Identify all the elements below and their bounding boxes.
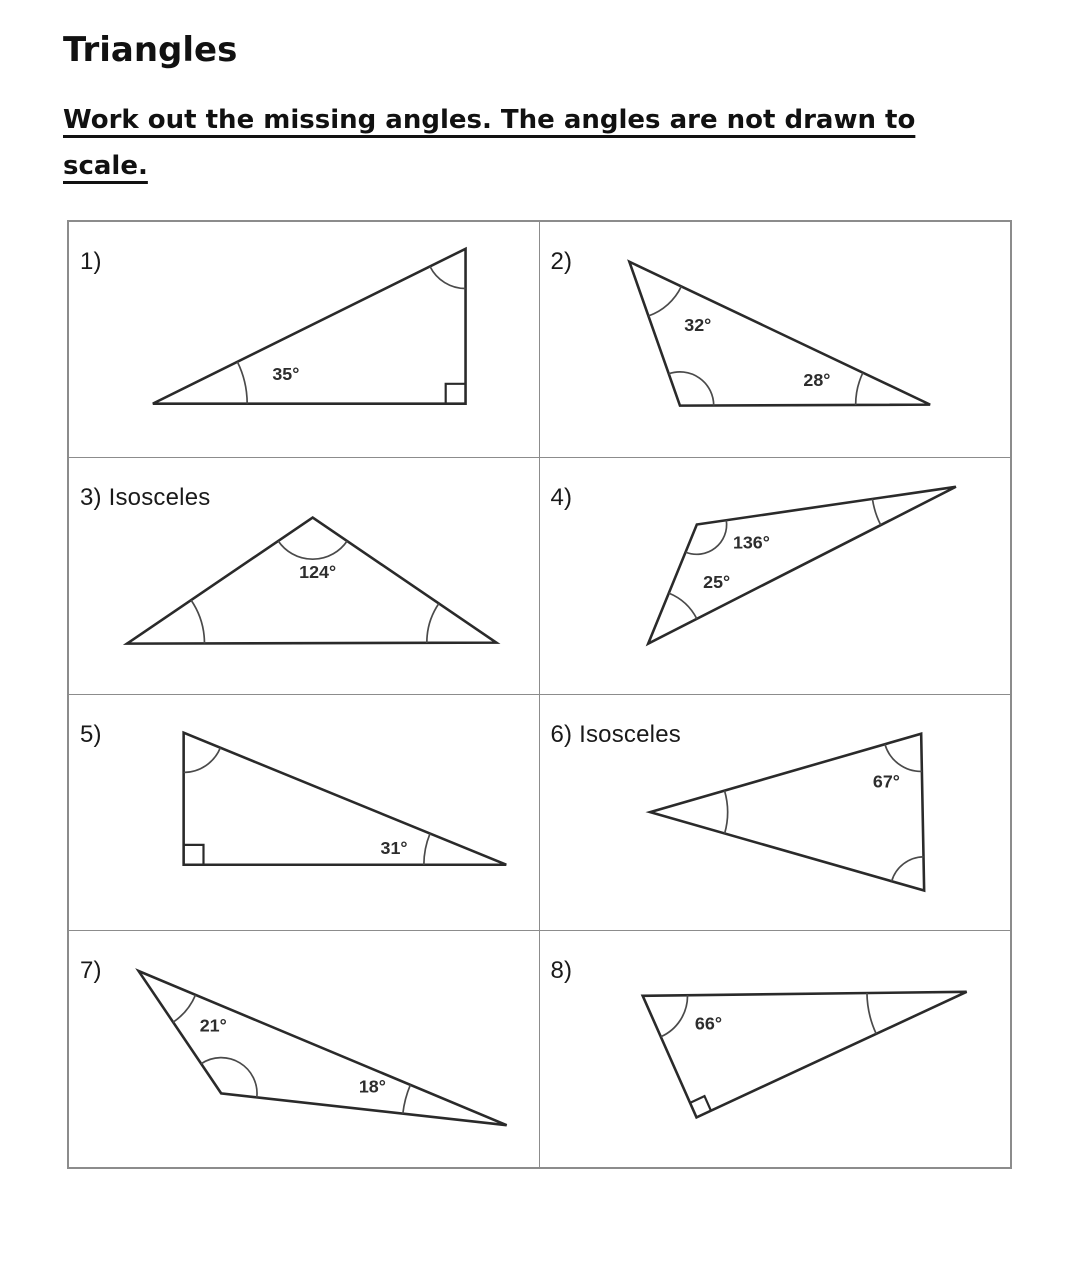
triangle-outline	[629, 262, 930, 406]
problem-1-number: 1)	[80, 248, 102, 275]
angle-label: 25°	[702, 572, 730, 593]
right-angle-marker	[184, 844, 204, 864]
angle-arc	[668, 372, 713, 406]
angle-arc	[191, 600, 204, 643]
problem-cell-1	[69, 222, 540, 458]
problem-cell-4	[540, 458, 1011, 694]
problem-cell-8	[540, 931, 1011, 1167]
problem-5-number: 5)	[80, 720, 102, 748]
triangle-outline	[642, 992, 966, 1118]
angle-arc	[237, 362, 247, 404]
triangle-outline	[184, 732, 507, 864]
angle-arc	[648, 286, 681, 316]
angle-label: 32°	[683, 315, 711, 336]
triangle-figure-2	[540, 222, 1011, 457]
problem-3-number: 3) Isosceles	[80, 484, 211, 512]
angle-label: 124°	[299, 562, 337, 583]
right-angle-marker	[446, 384, 466, 404]
triangle-figure-1	[69, 222, 539, 457]
angle-arc	[668, 593, 696, 619]
page-title: Triangles	[63, 30, 238, 70]
angle-label: 136°	[732, 532, 770, 553]
triangle-outline	[648, 487, 956, 644]
problem-7-number: 7)	[80, 956, 102, 984]
problem-cell-5	[69, 695, 540, 931]
angle-label: 35°	[272, 363, 300, 384]
angle-label: 66°	[694, 1013, 722, 1034]
angle-arc	[866, 993, 875, 1034]
angle-arc	[424, 833, 430, 864]
problem-cell-7	[69, 931, 540, 1167]
angle-arc	[660, 995, 687, 1037]
angle-arc	[403, 1085, 411, 1114]
triangle-outline	[139, 971, 507, 1125]
angle-arc	[891, 856, 923, 880]
instruction-text: Work out the missing angles. The angles are not drawn to scale.	[63, 105, 916, 181]
angle-label: 67°	[872, 770, 900, 791]
angle-arc	[724, 790, 727, 833]
triangle-figure-5	[69, 695, 539, 930]
problem-8-number: 8)	[550, 956, 573, 984]
problem-cell-2	[540, 222, 1011, 458]
angle-arc	[855, 373, 862, 405]
angle-label: 21°	[199, 1015, 227, 1036]
angle-arc	[872, 499, 880, 525]
angle-label: 28°	[802, 369, 830, 390]
triangle-figure-7	[69, 931, 539, 1167]
problem-4-number: 4)	[550, 484, 573, 512]
problem-cell-6	[540, 695, 1011, 931]
triangle-figure-8	[540, 931, 1011, 1167]
angle-arc	[278, 541, 347, 559]
problems-table	[67, 220, 1012, 1169]
angle-arc	[884, 744, 921, 771]
triangle-figure-4	[540, 458, 1011, 693]
problem-6-number: 6) Isosceles	[550, 720, 681, 748]
angle-arc	[184, 747, 221, 772]
problem-2-number: 2)	[550, 248, 573, 275]
angle-arc	[173, 995, 195, 1022]
triangle-outline	[650, 733, 924, 890]
triangle-outline	[153, 249, 466, 404]
problem-cell-3	[69, 458, 540, 694]
angle-arc	[427, 604, 439, 643]
angle-label: 31°	[380, 837, 408, 858]
angle-label: 18°	[358, 1076, 386, 1097]
angle-arc	[430, 266, 466, 288]
